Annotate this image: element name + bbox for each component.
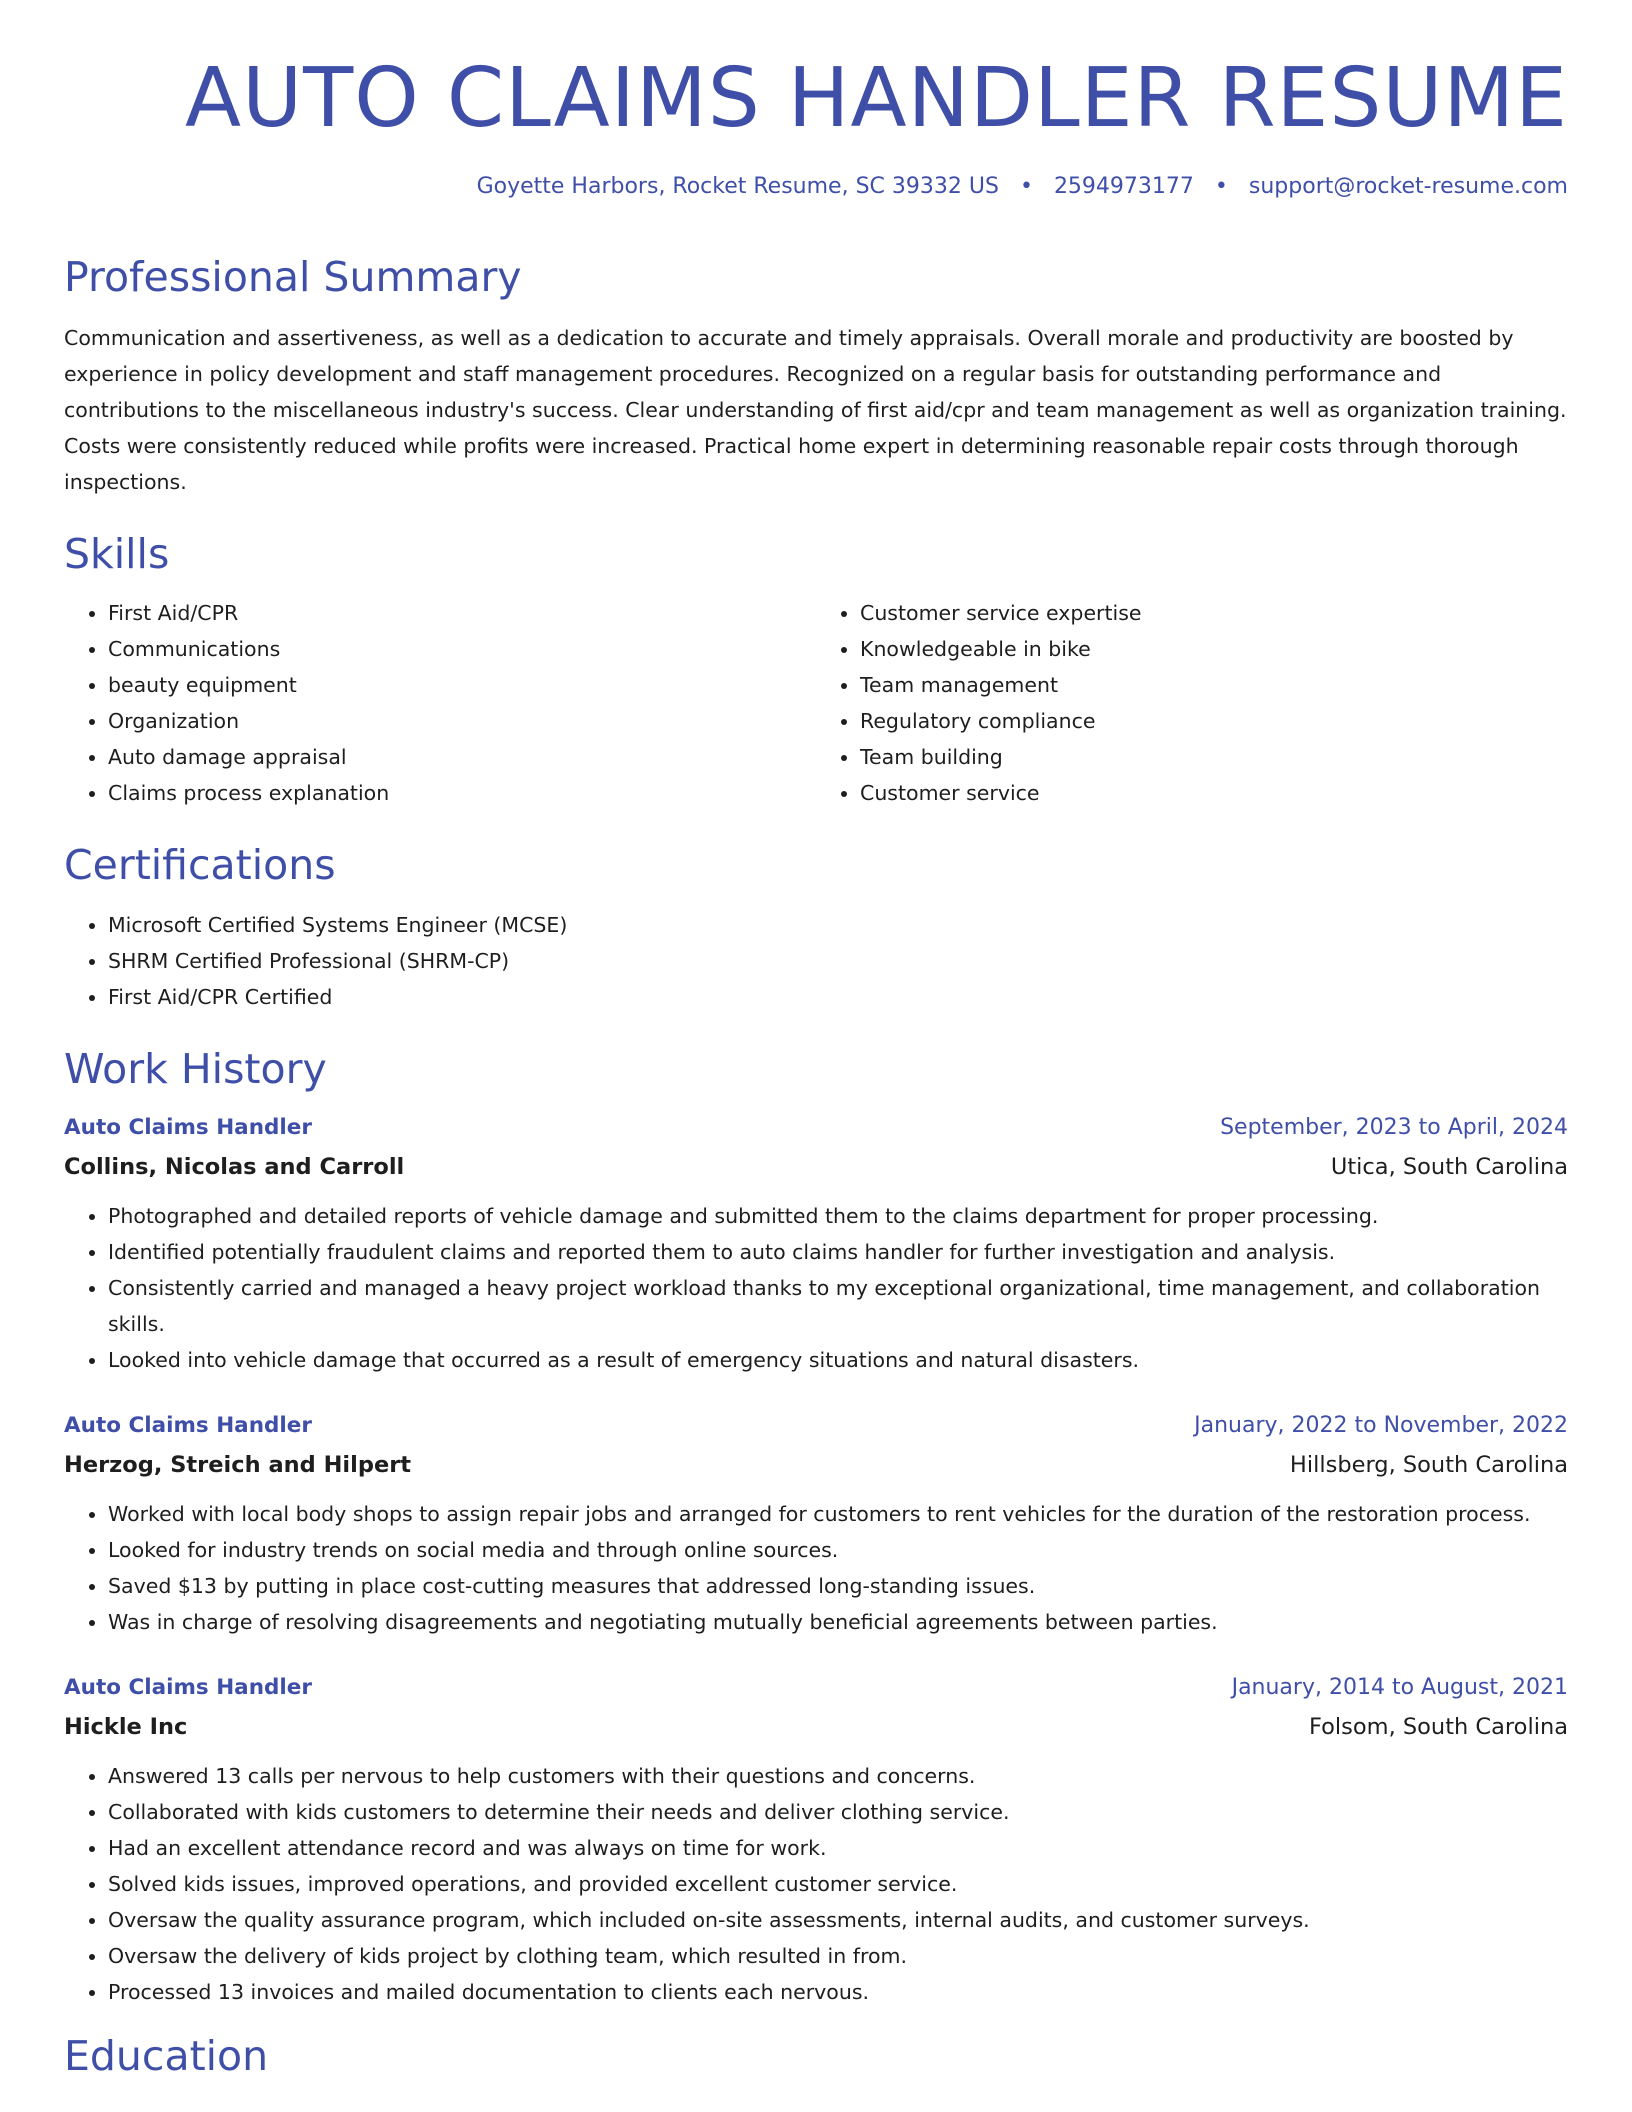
job-location: Utica, South Carolina <box>1330 1153 1568 1180</box>
job-title-row <box>64 1108 1568 1148</box>
skills-section <box>64 530 1568 811</box>
contact-line <box>64 172 1568 203</box>
job-bullet: • Oversaw the delivery of kids project by clothing team, which resulted in from. <box>108 1938 1568 1974</box>
job-bullet: • Collaborated with kids customers to determine their needs and deliver clothing service. <box>108 1794 1568 1830</box>
job-bullet: • Processed 13 invoices and mailed documentation to clients each nervous. <box>108 1974 1568 2010</box>
skill-item: • Auto damage appraisal <box>108 739 816 775</box>
summary-text: Communication and assertiveness, as well as a dedication to accurate and timely appraisals. Overall morale and productivity are boosted by experience in policy development and staff management procedures. Recognized on a regular basis for outstanding performance and contributions to the miscellaneous industry's success. Clear understanding of first aid/cpr and team management as well as organization training. Costs were consistently reduced while profits were increased. Practical home expert in determining reasonable repair costs through thorough inspections. <box>64 326 1567 495</box>
job-bullet: • Looked for industry trends on social media and through online sources. <box>108 1532 1568 1568</box>
job-company-row <box>64 1708 1568 1746</box>
resume-header <box>64 0 1568 203</box>
job-bullet: • Oversaw the quality assurance program, which included on-site assessments, internal audits, and customer surveys. <box>108 1902 1568 1938</box>
job-title-row <box>64 1406 1568 1446</box>
job-bullet: • Saved $13 by putting in place cost-cutting measures that addressed long-standing issues. <box>108 1568 1568 1604</box>
certification-item: • First Aid/CPR Certified <box>108 979 1568 1015</box>
skill-item: • beauty equipment <box>108 667 816 703</box>
skill-item: • Organization <box>108 703 816 739</box>
job-dates: September, 2023 to April, 2024 <box>1220 1114 1568 1140</box>
skill-item: • Claims process explanation <box>108 775 816 811</box>
work-history-section <box>64 1045 1568 2010</box>
summary-heading: Professional Summary <box>64 253 522 302</box>
job-bullet: • Looked into vehicle damage that occurred as a result of emergency situations and natural disasters. <box>108 1342 1568 1378</box>
job-bullet: • Solved kids issues, improved operations, and provided excellent customer service. <box>108 1866 1568 1902</box>
certification-item: • Microsoft Certified Systems Engineer (MCSE) <box>108 907 1568 943</box>
certifications-heading: Certifications <box>64 841 336 890</box>
skills-left-column <box>64 595 816 811</box>
certifications-section <box>64 841 1568 1014</box>
contact-separator: • <box>1019 174 1033 200</box>
job-company-row <box>64 1148 1568 1186</box>
job-bullet: • Worked with local body shops to assign repair jobs and arranged for customers to rent vehicles for the duration of the restoration process. <box>108 1496 1568 1532</box>
summary-section <box>64 253 1568 500</box>
work-history-heading: Work History <box>64 1044 327 1093</box>
job-title: Auto Claims Handler <box>64 1114 312 1140</box>
job-company: Herzog, Streich and Hilpert <box>64 1451 412 1478</box>
certifications-list <box>64 907 1568 1015</box>
job-entry <box>64 1406 1568 1640</box>
contact-separator: • <box>1214 174 1228 200</box>
job-bullet: • Was in charge of resolving disagreements and negotiating mutually beneficial agreements between parties. <box>108 1604 1568 1640</box>
education-heading: Education <box>64 2031 269 2080</box>
job-bullet: • Consistently carried and managed a heavy project workload thanks to my exceptional organizational, time management, and collaboration skills. <box>108 1270 1568 1342</box>
job-location: Hillsberg, South Carolina <box>1289 1451 1568 1478</box>
job-location: Folsom, South Carolina <box>1309 1713 1568 1740</box>
skill-item: • Knowledgeable in bike <box>860 631 1568 667</box>
skills-right-column <box>816 595 1568 811</box>
contact-phone: 2594973177 <box>1053 174 1194 200</box>
contact-email: support@rocket-resume.com <box>1248 174 1568 200</box>
skill-item: • Team building <box>860 739 1568 775</box>
job-bullet: • Answered 13 calls per nervous to help customers with their questions and concerns. <box>108 1758 1568 1794</box>
job-bullet: • Had an excellent attendance record and was always on time for work. <box>108 1830 1568 1866</box>
skill-item: • Customer service expertise <box>860 595 1568 631</box>
education-section <box>64 2032 1568 2081</box>
job-company: Collins, Nicolas and Carroll <box>64 1153 405 1180</box>
skills-grid <box>64 595 1568 811</box>
skills-heading: Skills <box>64 530 170 579</box>
skill-item: • Communications <box>108 631 816 667</box>
job-dates: January, 2014 to August, 2021 <box>1231 1674 1568 1700</box>
job-bullet: • Identified potentially fraudulent claims and reported them to auto claims handler for further investigation and analysis. <box>108 1234 1568 1270</box>
job-title-row <box>64 1668 1568 1708</box>
job-dates: January, 2022 to November, 2022 <box>1194 1412 1568 1438</box>
job-company-row <box>64 1446 1568 1484</box>
contact-address: Goyette Harbors, Rocket Resume, SC 39332 US <box>476 174 999 200</box>
skill-item: • Team management <box>860 667 1568 703</box>
skill-item: • Customer service <box>860 775 1568 811</box>
job-company: Hickle Inc <box>64 1713 188 1740</box>
job-title: Auto Claims Handler <box>64 1412 312 1438</box>
resume-title: AUTO CLAIMS HANDLER RESUME <box>185 51 1568 146</box>
job-bullets <box>64 1758 1568 2010</box>
job-title: Auto Claims Handler <box>64 1674 312 1700</box>
certification-item: • SHRM Certified Professional (SHRM-CP) <box>108 943 1568 979</box>
job-bullets <box>64 1198 1568 1378</box>
skill-item: • First Aid/CPR <box>108 595 816 631</box>
job-entry <box>64 1668 1568 2010</box>
job-entry <box>64 1108 1568 1378</box>
job-bullets <box>64 1496 1568 1640</box>
skill-item: • Regulatory compliance <box>860 703 1568 739</box>
job-bullet: • Photographed and detailed reports of vehicle damage and submitted them to the claims department for proper processing. <box>108 1198 1568 1234</box>
